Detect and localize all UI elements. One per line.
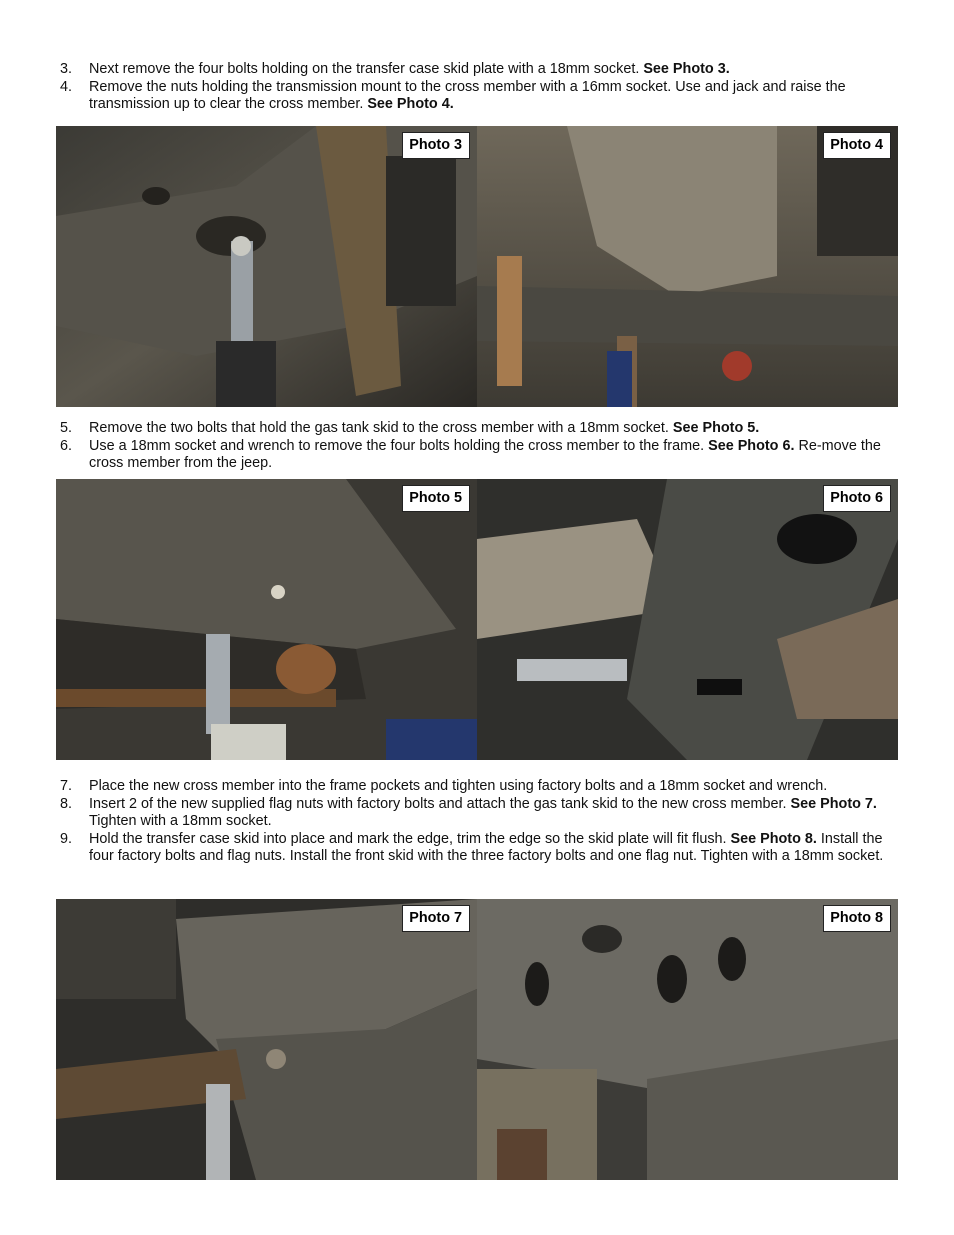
step-number: 7. — [60, 778, 73, 794]
step-text: Remove the nuts holding the transmission mount to the cross member with a 16mm socket. Use and jack and raise the transmission up to clear the cross member. — [89, 78, 846, 112]
instruction-list-3 — [60, 778, 890, 866]
photo-label: Photo 5 — [402, 485, 470, 512]
photo-reference: See Photo 4. — [367, 96, 454, 112]
photo-reference: See Photo 6. — [708, 437, 795, 454]
step-8 — [60, 796, 890, 831]
photo-row-3 — [56, 899, 898, 1180]
step-text: Remove the two bolts that hold the gas tank skid to the cross member with a 18mm socket. — [89, 420, 673, 436]
photo-6-image — [477, 479, 898, 760]
photo-6 — [477, 479, 898, 760]
step-number: 6. — [60, 437, 73, 454]
photo-8 — [477, 899, 898, 1180]
photo-reference: See Photo 5. — [672, 420, 760, 436]
photo-4 — [477, 126, 898, 407]
step-text-tail: Tighten with a 18mm socket. — [89, 813, 272, 829]
step-5 — [60, 420, 890, 438]
instruction-list-2 — [60, 420, 890, 473]
photo-label: Photo 7 — [402, 905, 470, 932]
step-9 — [60, 831, 890, 866]
photo-7 — [56, 899, 477, 1180]
photo-8-image — [477, 899, 898, 1180]
step-3 — [60, 61, 890, 79]
photo-4-image — [477, 126, 898, 407]
photo-7-image — [56, 899, 477, 1180]
step-number: 3. — [60, 61, 73, 77]
step-number: 8. — [60, 795, 73, 812]
step-text: Place the new cross member into the frame pockets and tighten using factory bolts and a 18mm socket and wrench. — [89, 778, 828, 794]
photo-5-image — [56, 479, 477, 760]
step-6 — [60, 438, 890, 473]
photo-label: Photo 6 — [823, 485, 891, 512]
photo-label: Photo 3 — [402, 132, 470, 159]
photo-label: Photo 8 — [823, 905, 891, 932]
photo-3-image — [56, 126, 477, 407]
photo-reference: See Photo 3. — [643, 61, 730, 77]
photo-reference: See Photo 8. — [730, 830, 817, 847]
instruction-list-1 — [60, 61, 890, 114]
step-text: Next remove the four bolts holding on the transfer case skid plate with a 18mm socket. — [89, 61, 644, 77]
step-text: Hold the transfer case skid into place and mark the edge, trim the edge so the skid plate will fit flush. — [89, 830, 731, 847]
photo-3 — [56, 126, 477, 407]
photo-5 — [56, 479, 477, 760]
photo-row-1 — [56, 126, 898, 407]
step-text-tail: Re-move the cross member from the jeep. — [89, 437, 881, 471]
step-text: Insert 2 of the new supplied flag nuts with factory bolts and attach the gas tank skid to the new cross member. — [89, 795, 791, 812]
step-text: Use a 18mm socket and wrench to remove the four bolts holding the cross member to the frame. — [89, 437, 709, 454]
step-number: 4. — [60, 78, 73, 95]
photo-label: Photo 4 — [823, 132, 891, 159]
step-4 — [60, 79, 890, 114]
step-number: 9. — [60, 830, 73, 847]
photo-row-2 — [56, 479, 898, 760]
step-7 — [60, 778, 890, 796]
step-text-tail: Install the four factory bolts and flag nuts. Install the front skid with the three factory bolts and one flag nut. Tighten with a 18mm socket. — [89, 830, 884, 864]
step-number: 5. — [60, 420, 73, 436]
photo-reference: See Photo 7. — [790, 795, 877, 812]
